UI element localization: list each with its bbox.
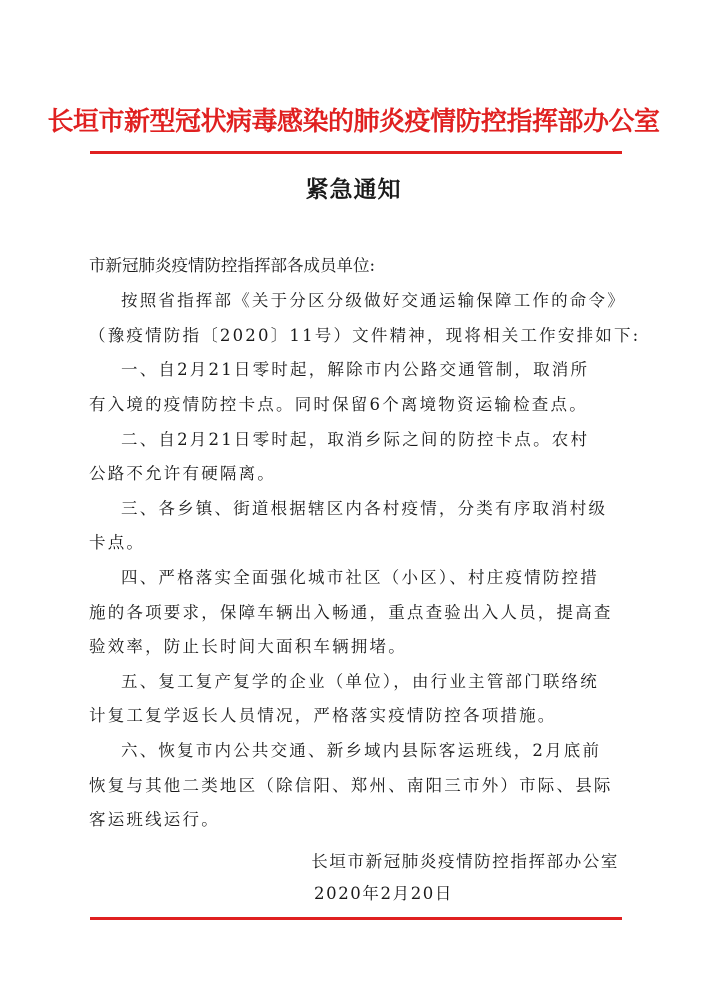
body-line: 公路不允许有硬隔离。 <box>89 464 276 483</box>
body-line: 计复工复学返长人员情况，严格落实疫情防控各项措施。 <box>89 706 557 725</box>
notice-title: 紧急通知 <box>305 176 402 203</box>
body-line: 六、恢复市内公共交通、新乡域内县际客运班线，2月底前 <box>121 741 602 760</box>
red-divider-bottom <box>90 917 622 920</box>
body-line: 恢复与其他二类地区（除信阳、郑州、南阳三市外）市际、县际 <box>89 776 613 795</box>
issuing-organization-header: 长垣市新型冠状病毒感染的肺炎疫情防控指挥部办公室 <box>47 107 660 137</box>
body-line: 二、自2月21日零时起，取消乡际之间的防控卡点。农村 <box>121 430 590 449</box>
body-line: 五、复工复产复学的企业（单位），由行业主管部门联络统 <box>121 672 599 691</box>
body-line: 客运班线运行。 <box>89 810 220 829</box>
body-line: 按照省指挥部《关于分区分级做好交通运输保障工作的命令》 <box>121 291 626 310</box>
salutation: 市新冠肺炎疫情防控指挥部各成员单位: <box>89 256 376 275</box>
body-line: 一、自2月21日零时起，解除市内公路交通管制，取消所 <box>121 360 590 379</box>
issuer-signature: 长垣市新冠肺炎疫情防控指挥部办公室 <box>311 852 619 871</box>
red-divider-top <box>90 151 622 154</box>
body-line: 有入境的疫情防控卡点。同时保留6个离境物资运输检查点。 <box>89 395 588 414</box>
body-line: 施的各项要求，保障车辆出入畅通，重点查验出入人员，提高查 <box>89 603 613 622</box>
issue-date: 2020年2月20日 <box>314 884 453 903</box>
body-line: 三、各乡镇、街道根据辖区内各村疫情，分类有序取消村级 <box>121 499 608 518</box>
body-line: 卡点。 <box>89 533 146 552</box>
body-line: （豫疫情防指〔2020〕11号）文件精神，现将相关工作安排如下: <box>89 326 641 345</box>
body-line: 验效率，防止长时间大面积车辆拥堵。 <box>89 637 407 656</box>
body-line: 四、严格落实全面强化城市社区（小区）、村庄疫情防控措 <box>121 568 599 587</box>
